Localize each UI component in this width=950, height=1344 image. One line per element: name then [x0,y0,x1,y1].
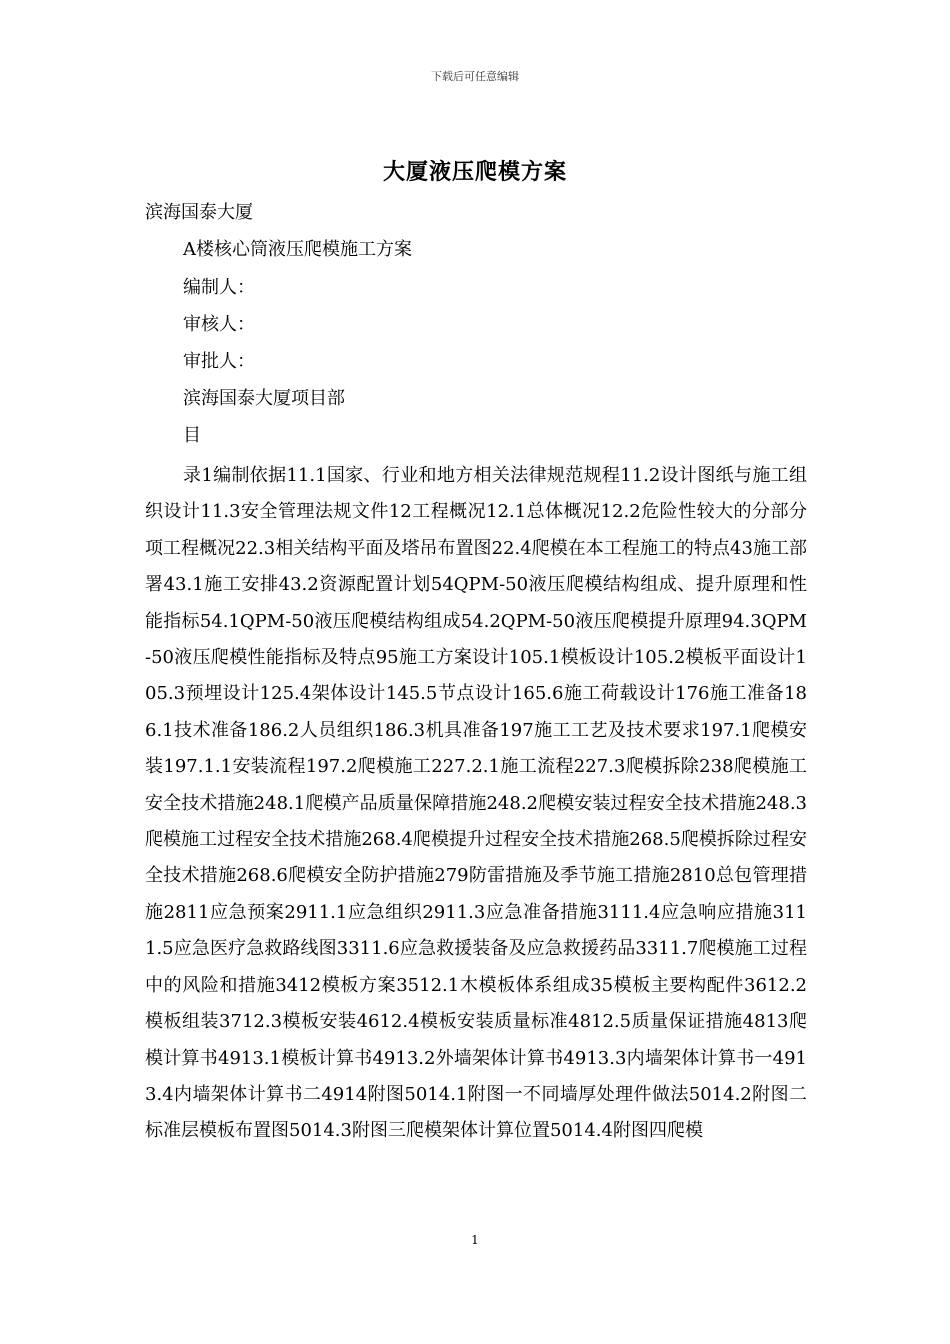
document-title: 大厦液压爬模方案 [382,159,567,185]
page-header-note: 下载后可任意编辑 [431,70,519,83]
reviewed-by-field: 审核人： [183,314,255,335]
page-number: 1 [471,1233,479,1247]
table-of-contents-text: 录1编制依据11.1国家、行业和地方相关法律规范规程11.2设计图纸与施工组织设计11.3安全管理法规文件12工程概况12.1总体概况12.2危险性较大的分部分项工程概况22.3相关结构平面及塔吊布置图22.4爬模在本工程施工的特点43施工部署43.1施工安排43.2资源配置计划54QPM-50液压爬模结构组成、提升原理和性能指标54.1QPM-50液压爬模结构组成54.2QPM-50液压爬模提升原理94.3QPM-50液压爬模性能指标及特点95施工方案设计105.1模板设计105.2模板平面设计105.3预埋设计125.4架体设计145.5节点设计165.6施工荷载设计176施工准备186.1技术准备186.2人员组织186.3机具准备197施工工艺及技术要求197.1爬模安装197.1.1安装流程197.2爬模施工227.2.1施工流程227.3爬模拆除238爬模施工安全技术措施248.1爬模产品质量保障措施248.2爬模安装过程安全技术措施248.3爬模施工过程安全技术措施268.4爬模提升过程安全技术措施268.5爬模拆除过程安全技术措施268.6爬模安全防护措施279防雷措施及季节施工措施2810总包管理措施2811应急预案2911.1应急组织2911.3应急准备措施3111.4应急响应措施3111.5应急医疗急救路线图3311.6应急救援装备及应急救援药品3311.7爬模施工过程中的风险和措施3412模板方案3512.1木模板体系组成35模板主要构配件3612.2模板组装3712.3模板安装4612.4模板安装质量标准4812.5质量保证措施4813爬模计算书4913.1模板计算书4913.2外墙架体计算书4913.3内墙架体计算书一4913.4内墙架体计算书二4914附图5014.1附图一不同墙厚处理件做法5014.2附图二标准层模板布置图5014.3附图三爬模架体计算位置5014.4附图四爬模 [145,465,807,1142]
approved-by-field: 审批人： [183,351,255,372]
prepared-by-field: 编制人： [183,277,255,298]
document-subtitle: A楼核心筒液压爬模施工方案 [183,239,412,260]
toc-heading: 目 [183,425,201,446]
project-name: 滨海国泰大厦 [145,202,253,223]
department-name: 滨海国泰大厦项目部 [183,388,345,409]
